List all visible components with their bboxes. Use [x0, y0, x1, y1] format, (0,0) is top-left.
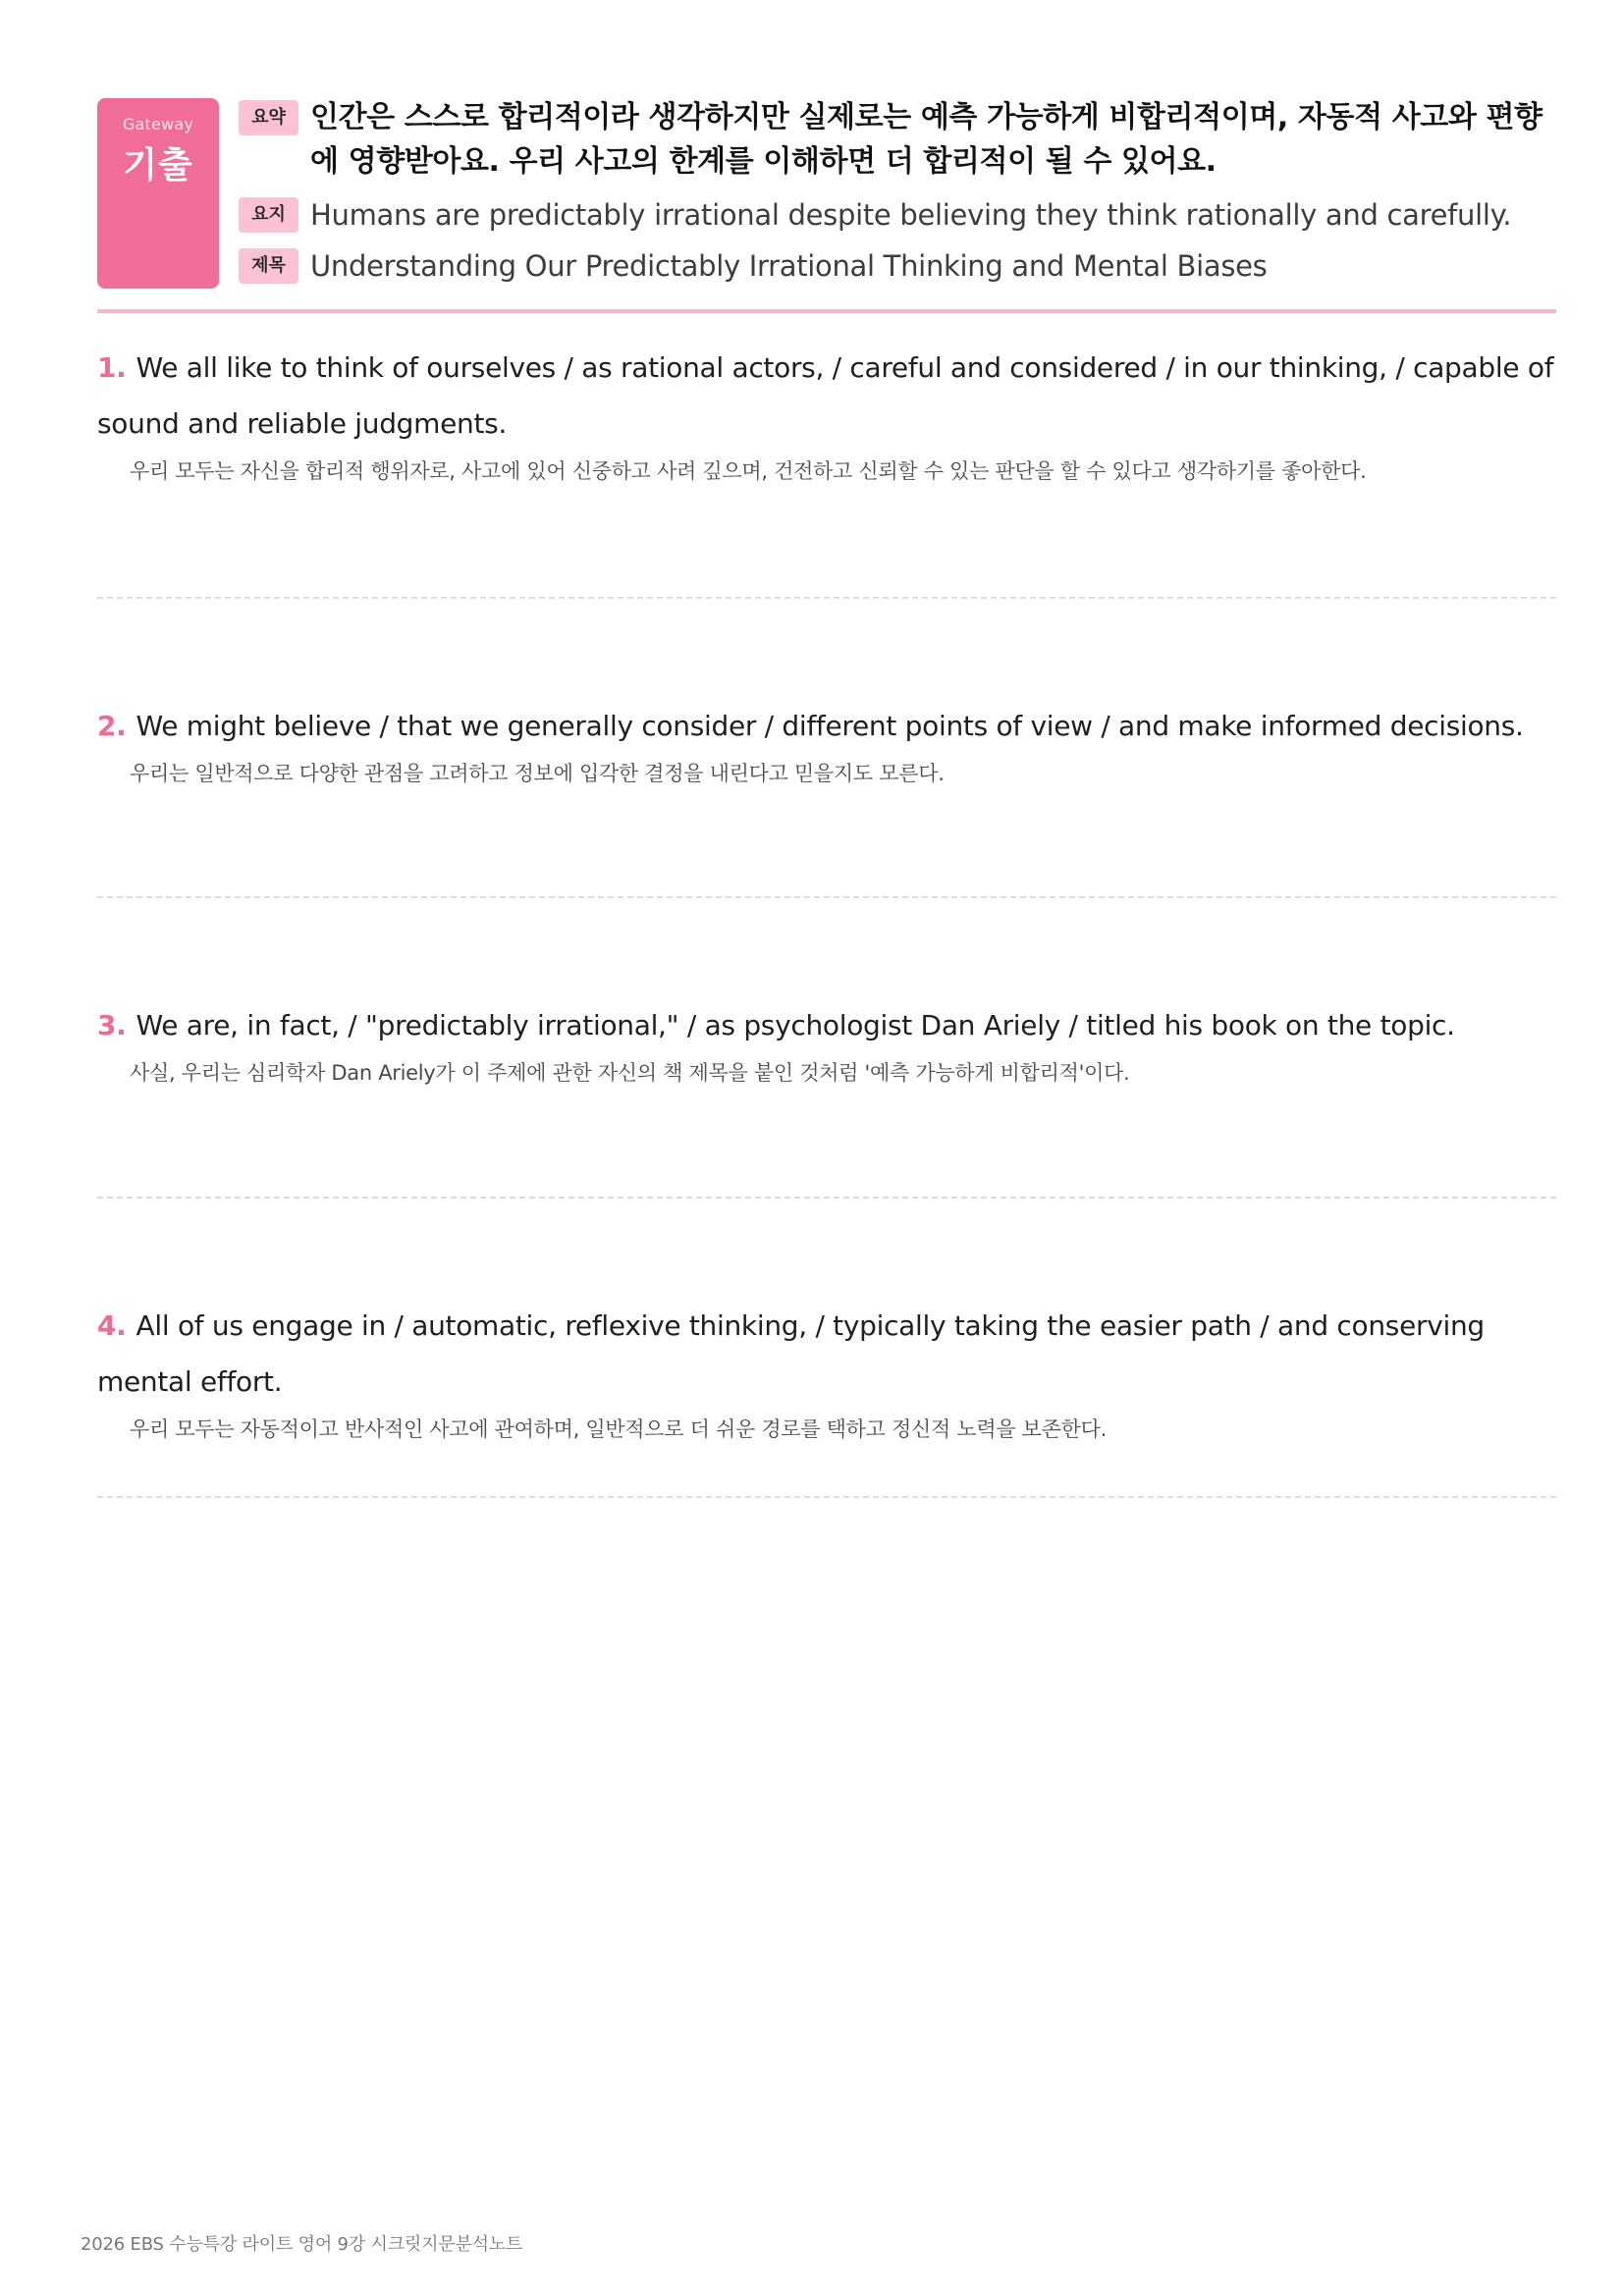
- gateway-badge: [97, 98, 219, 289]
- sentence-english: [97, 698, 1556, 754]
- sentence-divider: [97, 1496, 1556, 1498]
- sentence-english-text: All of us engage in / automatic, reflexive thinking, / typically taking the easier path / and conserving mental effort.: [97, 1309, 1485, 1398]
- sentence-english-text: We might believe / that we generally consider / different points of view / and make informed decisions.: [135, 710, 1524, 742]
- title-row: [239, 245, 1556, 289]
- sentence-block: [97, 997, 1556, 1089]
- summary-row: [239, 95, 1556, 193]
- sentence-english: [97, 340, 1556, 452]
- gist-text: Humans are predictably irrational despite believing they think rationally and carefully.: [310, 198, 1512, 232]
- sentence-divider: [97, 896, 1556, 898]
- sentence-number: 3.: [97, 1009, 127, 1041]
- sentence-divider: [97, 597, 1556, 599]
- sentence-korean: 우리 모두는 자동적이고 반사적인 사고에 관여하며, 일반적으로 더 쉬운 경로를 택하고 정신적 노력을 보존한다.: [130, 1417, 1107, 1441]
- sentence-korean: 사실, 우리는 심리학자 Dan Ariely가 이 주제에 관한 자신의 책 제목을 붙인 것처럼 '예측 가능하게 비합리적'이다.: [130, 1061, 1130, 1085]
- sentence-english: [97, 1298, 1556, 1410]
- sentence-english-text: We all like to think of ourselves / as rational actors, / careful and considered / in our thinking, / capable of sound and reliable judgments.: [97, 351, 1554, 440]
- sentence-block: [97, 1298, 1556, 1445]
- gateway-badge-label: Gateway: [122, 115, 194, 133]
- page-footer: 2026 EBS 수능특강 라이트 영어 9강 시크릿지문분석노트: [81, 2234, 523, 2255]
- sentence-divider: [97, 1197, 1556, 1199]
- sentence-block: [97, 698, 1556, 789]
- sentence-english-text: We are, in fact, / "predictably irrational," / as psychologist Dan Ariely / titled his book on the topic.: [135, 1009, 1455, 1041]
- passage-header: [97, 95, 1556, 292]
- title-text: Understanding Our Predictably Irrational Thinking and Mental Biases: [310, 249, 1268, 283]
- sentence-korean: 우리 모두는 자신을 합리적 행위자로, 사고에 있어 신중하고 사려 깊으며, 건전하고 신뢰할 수 있는 판단을 할 수 있다고 생각하기를 좋아한다.: [130, 459, 1367, 483]
- summary-text: 인간은 스스로 합리적이라 생각하지만 실제로는 예측 가능하게 비합리적이며, 자동적 사고와 편향에 영향받아요. 우리 사고의 한계를 이해하면 더 합리적이 될 수 있어요.: [310, 100, 1542, 179]
- sentence-block: [97, 340, 1556, 487]
- gist-row: [239, 194, 1556, 238]
- summary-tag: 요약: [239, 100, 298, 135]
- gateway-badge-title: 기출: [123, 145, 193, 186]
- title-tag: 제목: [239, 248, 298, 284]
- sentence-korean: 우리는 일반적으로 다양한 관점을 고려하고 정보에 입각한 결정을 내린다고 믿을지도 모른다.: [130, 762, 945, 785]
- sentence-number: 1.: [97, 351, 127, 384]
- sentence-english: [97, 997, 1556, 1053]
- sentence-number: 2.: [97, 710, 127, 742]
- sentence-number: 4.: [97, 1309, 127, 1342]
- gist-tag: 요지: [239, 197, 298, 233]
- header-divider: [97, 309, 1556, 313]
